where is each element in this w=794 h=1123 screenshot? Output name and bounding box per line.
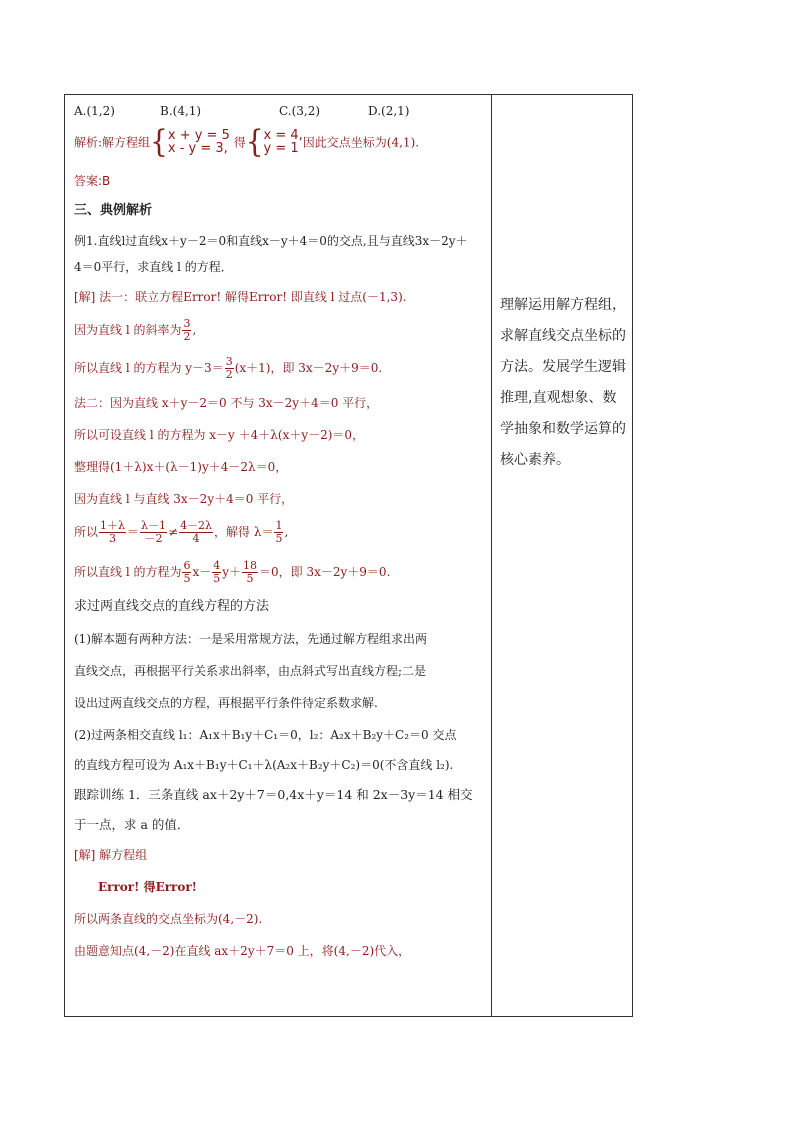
equation-system-2 [264, 129, 303, 155]
fraction-denominator: 5 [246, 572, 254, 585]
final-suffix: ＝0，即 3x－2y＋9＝0. [259, 565, 391, 579]
system2-eq1: x = 4, [263, 128, 303, 143]
content-column [74, 100, 486, 962]
option-b: B.(4,1) [160, 104, 202, 118]
answer-line: 答案:B [74, 174, 111, 188]
option-c: C.(3,2) [279, 104, 321, 118]
left-brace-icon: { [150, 123, 168, 160]
fraction-denominator: －2 [144, 532, 163, 545]
final-fraction-2 [212, 560, 221, 585]
equation-prefix: 所以直线 l 的方程为 y－3＝ [74, 361, 224, 375]
method-p1-line3: 设出过两直线交点的方程，再根据平行条件待定系数求解. [74, 696, 378, 710]
practice-sol-line4: 由题意知点(4,－2)在直线 ax＋2y＋7＝0 上，将(4,－2)代入， [74, 944, 411, 958]
column-divider [491, 94, 492, 1017]
practice-line2: 于一点，求 a 的值． [74, 817, 190, 832]
fraction-denominator: 5 [183, 572, 191, 585]
ratio-line: 所以 $\frac{1+\lambda}{3}$ ＝ $\frac{\lambda-1}{-2}$ ≠ $\frac{4-2\lambda}{4}$ ，解得 λ＝ $\frac{1}{5}$ , [74, 519, 289, 545]
final-fraction-3 [242, 560, 258, 585]
final-fraction-1 [182, 560, 191, 585]
fraction-numerator: 1＋λ [100, 519, 125, 532]
analysis-mid: 得 [233, 135, 246, 150]
ratio-fraction-1 [99, 520, 126, 545]
method-p2-line2: 的直线方程可设为 A₁x＋B₁y＋C₁＋λ(A₂x＋B₂y＋C₂)＝0(不含直线 l₂). [74, 758, 454, 772]
ratio-prefix: 所以 [74, 525, 99, 539]
example1-line2: 4＝0平行，求直线 l 的方程． [74, 260, 233, 274]
slope-line [74, 312, 486, 348]
method-title: 求过两直线交点的直线方程的方法 [74, 599, 270, 614]
ratio-fraction-3 [179, 520, 213, 545]
left-brace-icon: { [245, 123, 264, 160]
fraction-numerator: 4 [213, 559, 221, 572]
objective-note: 理解运用解方程组，求解直线交点坐标的方法。发展学生逻辑推理,直观想象、数学抽象和数学运算的核心素养。 [500, 297, 626, 468]
analysis-line [74, 123, 486, 162]
fraction-denominator: 4 [192, 532, 200, 545]
set-line: 所以可设直线 l 的方程为 x－y ＋4＋λ(x＋y－2)＝0， [74, 428, 365, 442]
equation-fraction [225, 356, 234, 381]
method-p2-line1: (2)过两条相交直线 l₁：A₁x＋B₁y＋C₁＝0，l₂：A₂x＋B₂y＋C₂＝0 交点 [74, 728, 457, 742]
fraction-numerator: 6 [183, 559, 191, 572]
equation-line [74, 350, 486, 386]
final-prefix: 所以直线 l 的方程为 [74, 565, 182, 579]
ratio-suffix: , [284, 525, 289, 539]
fraction-denominator: 3 [109, 532, 116, 545]
fraction-numerator: 4－2λ [180, 519, 213, 532]
method2-line: 法二：因为直线 x＋y－2＝0 不与 3x－2y＋4＝0 平行， [74, 396, 379, 410]
fraction-numerator: 18 [243, 559, 258, 572]
simplify-line: 整理得(1＋λ)x＋(λ－1)y＋4－2λ＝0， [74, 460, 288, 474]
option-d: D.(2,1) [368, 104, 410, 118]
final-line: 所以直线 l 的方程为 $\frac{6}{5}$ x－ $\frac{4}{5}$ y＋ $\frac{18}{5}$ ＝0，即 3x－2y＋9＝0. [74, 559, 391, 585]
fraction-numerator: 1 [275, 519, 283, 532]
system2-eq2: y = 1 [263, 141, 299, 156]
system1-eq2: x - y = 3, [167, 141, 228, 156]
fraction-denominator: 5 [275, 532, 283, 545]
fraction-denominator: 5 [213, 572, 221, 585]
fraction-numerator: 3 [225, 355, 233, 368]
slope-fraction [182, 318, 191, 343]
parallel-line: 因为直线 l 与直线 3x－2y＋4＝0 平行， [74, 492, 294, 506]
method-p1-line2: 直线交点，再根据平行关系求出斜率，由点斜式写出直线方程;二是 [74, 664, 427, 678]
analysis-prefix: 解析:解方程组 [74, 135, 151, 150]
section-heading: 三、典例解析 [74, 203, 153, 218]
practice-sol-line1: [解] 解方程组 [74, 848, 148, 862]
slope-suffix: , [192, 323, 197, 337]
solution1-line1: [解] 法一：联立方程Error! 解得Error! 即直线 l 过点(－1,3). [74, 290, 407, 304]
practice-sol-line2: Error! 得Error! [98, 880, 197, 894]
lambda-fraction [274, 520, 283, 545]
ratio-fraction-2 [140, 520, 167, 545]
option-a: A.(1,2) [74, 104, 115, 118]
analysis-suffix: 因此交点坐标为(4,1). [302, 135, 420, 150]
equation-suffix: (x＋1)，即 3x－2y＋9＝0. [234, 361, 383, 375]
options-row [74, 100, 486, 122]
practice-sol-line3: 所以两条直线的交点坐标为(4,－2). [74, 912, 263, 926]
system1-eq1: x + y = 5 [167, 128, 230, 143]
slope-prefix: 因为直线 l 的斜率为 [74, 323, 182, 337]
method-p1-line1: (1)解本题有两种方法：一是采用常规方法，先通过解方程组求出两 [74, 632, 428, 646]
example1-line1: 例1.直线l过直线x＋y－2＝0和直线x－y＋4＝0的交点,且与直线3x－2y＋ [74, 234, 468, 248]
fraction-numerator: λ－1 [141, 519, 166, 532]
fraction-numerator: 3 [183, 317, 191, 330]
practice-line1: 跟踪训练 1．三条直线 ax＋2y＋7＝0,4x＋y＝14 和 2x－3y＝14 相交 [74, 787, 473, 802]
fraction-denominator: 2 [225, 368, 233, 381]
equation-system-1 [168, 129, 230, 155]
fraction-denominator: 2 [183, 330, 191, 343]
ratio-mid: ，解得 λ＝ [214, 525, 274, 539]
